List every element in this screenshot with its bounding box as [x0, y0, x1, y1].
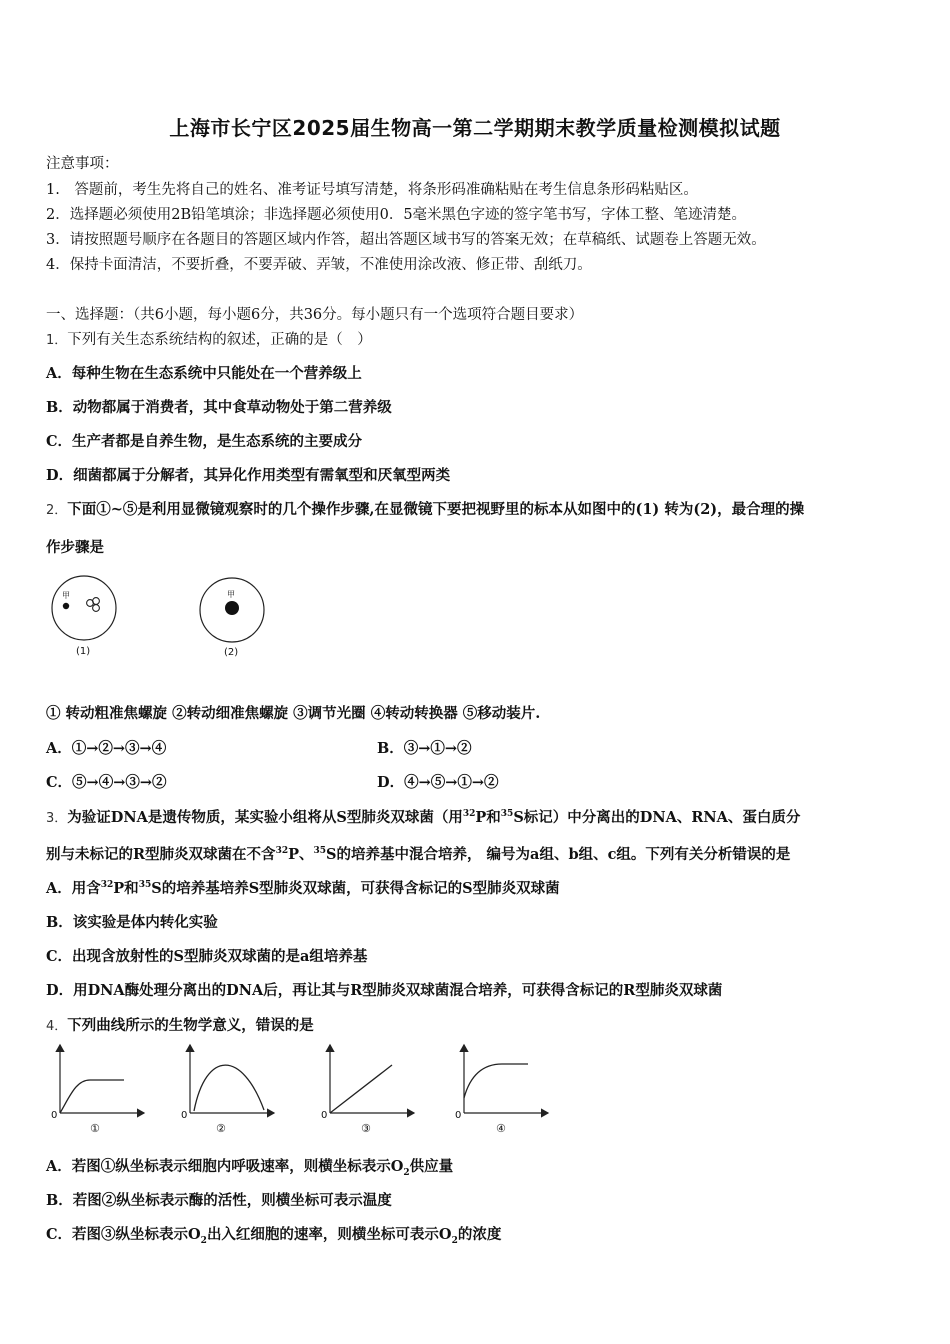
- superscript: 32: [462, 809, 476, 820]
- question-text: 下列有关生态系统结构的叙述，正确的是（ ）: [67, 332, 372, 348]
- question-text: 下列曲线所示的生物学意义，错误的是: [67, 1017, 314, 1034]
- origin-label: 0: [51, 1110, 58, 1121]
- specimen-dot: [63, 603, 69, 609]
- question-text: 别与未标记的R型肺炎双球菌在不含: [46, 846, 276, 863]
- cell: [93, 605, 100, 612]
- q1-option-d: D．细菌都属于分解者，其异化作用类型有需氧型和厌氧型两类: [46, 467, 451, 484]
- graph-label: ④: [496, 1122, 506, 1135]
- question-text: S的培养基中混合培养， 编号为a组、b组、c组。下列有关分析错误的是: [326, 846, 791, 863]
- q2-option-c: C．⑤→④→③→②: [46, 774, 167, 791]
- question-number: 3．: [46, 811, 68, 826]
- question-text: S标记）中分离出的DNA、RNA、蛋白质分: [513, 809, 801, 826]
- question-3-stem: [46, 806, 800, 827]
- q2-steps: ① 转动粗准焦螺旋 ②转动细准焦螺旋 ③调节光圈 ④转动转换器 ⑤移动装片.: [46, 705, 541, 722]
- option-text: 供应量: [409, 1158, 454, 1175]
- subscript: 2: [200, 1235, 207, 1246]
- question-number: 4．: [46, 1019, 68, 1034]
- graph-2: [181, 1045, 274, 1135]
- origin-label: 0: [181, 1110, 188, 1121]
- graph-label: ③: [361, 1122, 371, 1135]
- q3-option-d: D．用DNA酶处理分离出的DNA后，再让其与R型肺炎双球菌混合培养，可获得含标记的R型肺炎双球菌: [46, 982, 723, 999]
- curve: [60, 1080, 124, 1113]
- question-2-stem-cont: 作步骤是: [46, 539, 104, 556]
- q3-option-a: [46, 877, 560, 898]
- question-text: 为验证DNA是遗传物质，某实验小组将从S型肺炎双球菌（用: [67, 809, 463, 826]
- question-text: P、: [288, 846, 314, 863]
- q3-option-b: B．该实验是体内转化实验: [46, 914, 218, 931]
- q1-option-b: B．动物都属于消费者，其中食草动物处于第二营养级: [46, 399, 392, 416]
- q3-option-c: C．出现含放射性的S型肺炎双球菌的是a组培养基: [46, 948, 368, 965]
- graph-4: [455, 1045, 548, 1135]
- superscript: 35: [313, 846, 327, 857]
- origin-label: 0: [321, 1110, 328, 1121]
- notice-item: 1. 答题前，考生先将自己的姓名、准考证号填写清楚，将条形码准确粘贴在考生信息条形码粘贴区。: [46, 182, 698, 198]
- subscript: 2: [403, 1167, 410, 1178]
- q2-option-b: B．③→①→②: [377, 740, 472, 757]
- curve: [330, 1065, 392, 1113]
- field-of-view-1: [52, 576, 116, 640]
- curve: [194, 1065, 264, 1111]
- q4-option-c: [46, 1223, 501, 1244]
- option-text: P和: [113, 880, 139, 897]
- curve-graphs-svg: [46, 1040, 556, 1135]
- question-number: 1．: [46, 333, 68, 348]
- figure-caption-1: (1): [76, 646, 91, 657]
- origin-label: 0: [455, 1110, 462, 1121]
- question-1-stem: [46, 328, 372, 349]
- q1-option-c: C．生产者都是自养生物，是生态系统的主要成分: [46, 433, 363, 450]
- section-heading: 一、选择题：（共6小题，每小题6分，共36分。每小题只有一个选项符合题目要求）: [46, 307, 584, 323]
- q2-option-a: A．①→②→③→④: [46, 740, 167, 757]
- q4-option-b: B．若图②纵坐标表示酶的活性，则横坐标可表示温度: [46, 1192, 392, 1209]
- graph-1: [51, 1045, 144, 1135]
- notice-item: 3．请按照题号顺序在各题目的答题区域内作答，超出答题区域书写的答案无效；在草稿纸、试题卷上答题无效。: [46, 232, 766, 248]
- notice-item: 4．保持卡面清洁，不要折叠，不要弄破、弄皱，不准使用涂改液、修正带、刮纸刀。: [46, 257, 592, 273]
- microscope-views: [46, 575, 286, 665]
- microscope-figure: [46, 575, 286, 669]
- superscript: 35: [138, 880, 152, 891]
- question-2-stem: [46, 498, 804, 519]
- option-text: C．若图③纵坐标表示O: [46, 1226, 201, 1243]
- question-text: P和: [475, 809, 501, 826]
- option-text: S的培养基培养S型肺炎双球菌，可获得含标记的S型肺炎双球菌: [151, 880, 560, 897]
- specimen-label: 甲: [227, 590, 235, 599]
- graph-label: ②: [216, 1122, 226, 1135]
- specimen-label: 甲: [62, 591, 70, 600]
- curve: [464, 1064, 528, 1098]
- q1-option-a: A．每种生物在生态系统中只能处在一个营养级上: [46, 365, 362, 382]
- graph-3: [321, 1045, 414, 1135]
- question-number: 2．: [46, 503, 68, 518]
- page-title: 上海市长宁区2025届生物高一第二学期期末教学质量检测模拟试题: [169, 116, 781, 140]
- notice-item: 2．选择题必须使用2B铅笔填涂；非选择题必须使用0．5毫米黑色字迹的签字笔书写，字体工整、笔迹清楚。: [46, 207, 747, 223]
- option-text: 的浓度: [457, 1226, 502, 1243]
- subscript: 2: [451, 1235, 458, 1246]
- q4-option-a: [46, 1155, 453, 1176]
- specimen-magnified: [225, 601, 239, 615]
- question-text: 下面①~⑤是利用显微镜观察时的几个操作步骤,在显微镜下要把视野里的标本从如图中的(1) 转为(2)，最合理的操: [67, 501, 805, 518]
- figure-caption-2: (2): [224, 647, 239, 658]
- notice-heading: 注意事项：: [46, 156, 119, 172]
- option-text: A．用含: [46, 880, 101, 897]
- option-text: 出入红细胞的速率，则横坐标可表示O: [206, 1226, 452, 1243]
- curve-graphs: [46, 1040, 556, 1139]
- question-3-stem-cont: [46, 843, 790, 864]
- graph-label: ①: [90, 1122, 100, 1135]
- question-4-stem: [46, 1014, 314, 1035]
- q2-option-d: D．④→⑤→①→②: [377, 774, 499, 791]
- cell: [93, 598, 100, 605]
- superscript: 32: [275, 846, 289, 857]
- superscript: 35: [500, 809, 514, 820]
- superscript: 32: [100, 880, 114, 891]
- option-text: A．若图①纵坐标表示细胞内呼吸速率，则横坐标表示O: [46, 1158, 404, 1175]
